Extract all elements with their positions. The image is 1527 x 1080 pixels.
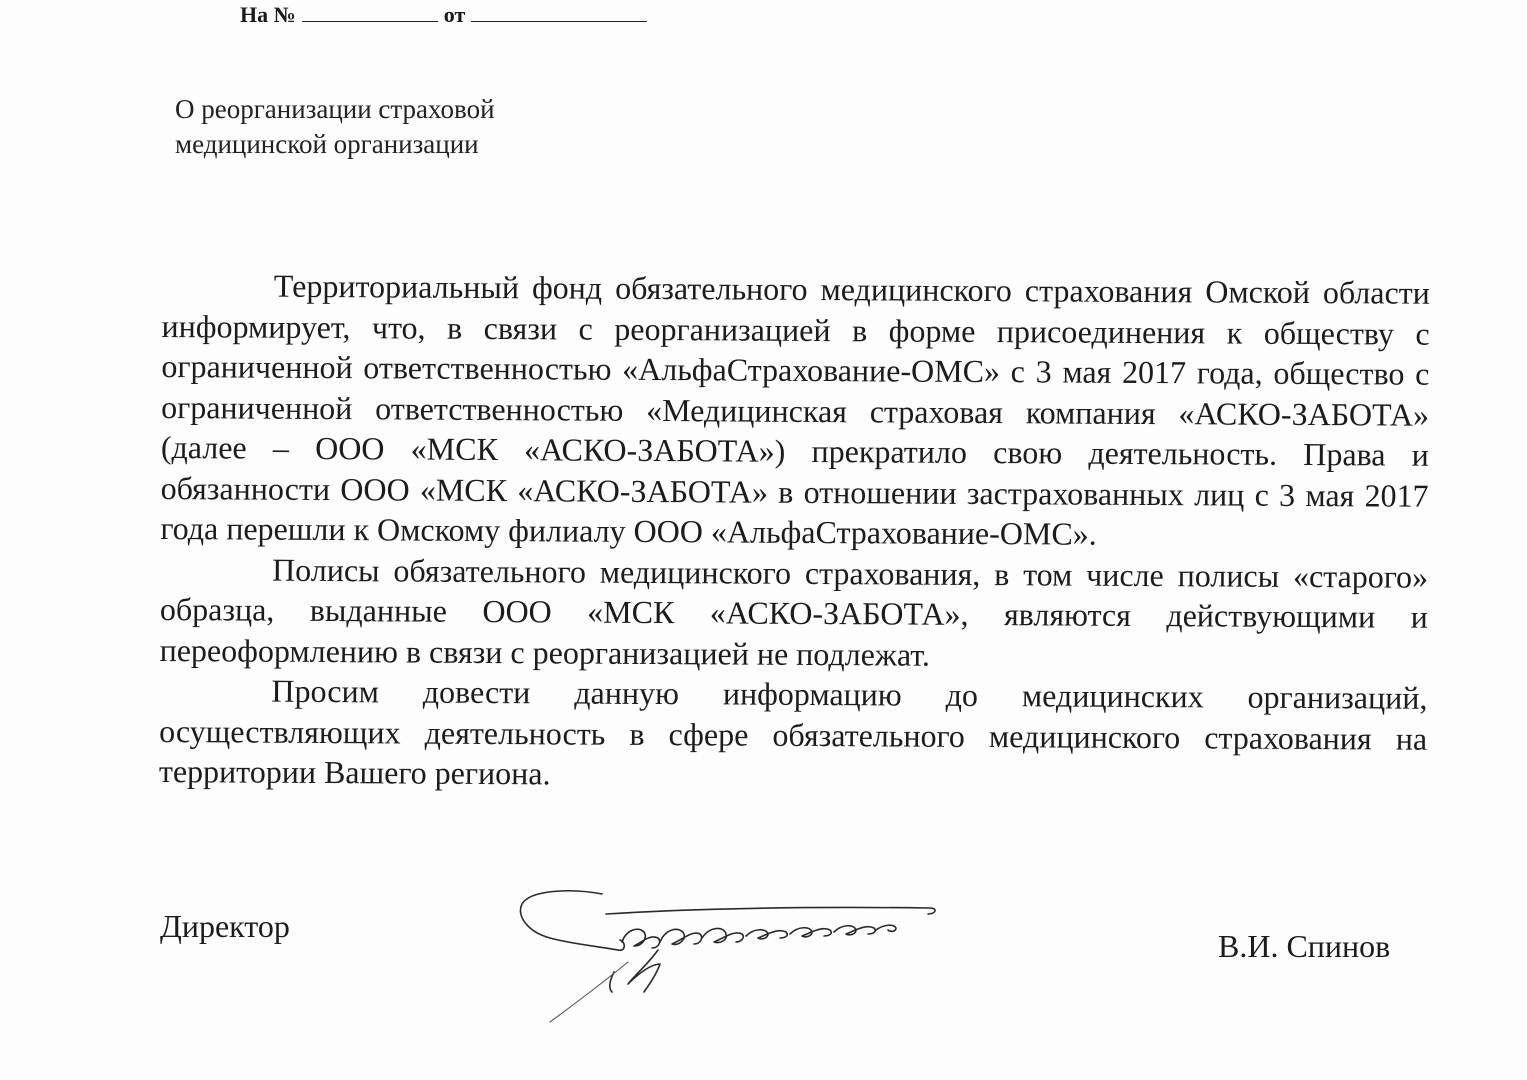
reference-date-blank [471, 3, 647, 22]
subject-line-1: О реорганизации страховой [175, 94, 495, 124]
handwritten-signature [510, 880, 950, 1030]
letter-subject [175, 92, 495, 162]
subject-line-2: медицинской организации [175, 129, 479, 159]
body-paragraph-1: Территориальный фонд обязательного медицинского страхования Омской области информирует, что, в связи с реорганизацией в форме присоединения к обществу с ограниченной ответственностью «АльфаСтрахование-ОМС» с 3 мая 2017 года, общество с ограниченной ответственностью «Медицинская страховая компания «АСКО-ЗАБОТА» (далее – ООО «МСК «АСКО-ЗАБОТА») прекратило свою деятельность. Права и обязанности ООО «МСК «АСКО-ЗАБОТА» в отношении застрахованных лиц с 3 мая 2017 года перешли к Омскому филиалу ООО «АльфаСтрахование-ОМС». [160, 267, 1430, 552]
signatory-name: В.И. Спинов [1218, 928, 1391, 964]
reference-number-blank [302, 3, 438, 22]
body-paragraph-3: Просим довести данную информацию до медицинских организаций, осуществляющих деятельность в сфере обязательного медицинского страхования на территории Вашего региона. [158, 672, 1428, 792]
signatory-title: Директор [160, 908, 290, 944]
letter-body [159, 265, 1430, 799]
reference-number-label: На № [240, 2, 296, 27]
reference-date-label: от [443, 2, 466, 27]
body-paragraph-2: Полисы обязательного медицинского страхования, в том числе полисы «старого» образца, выданные ООО «МСК «АСКО-ЗАБОТА», являются действующими и переоформлению в связи с реорганизацией не подлежат. [159, 551, 1429, 673]
reference-line [240, 2, 653, 28]
